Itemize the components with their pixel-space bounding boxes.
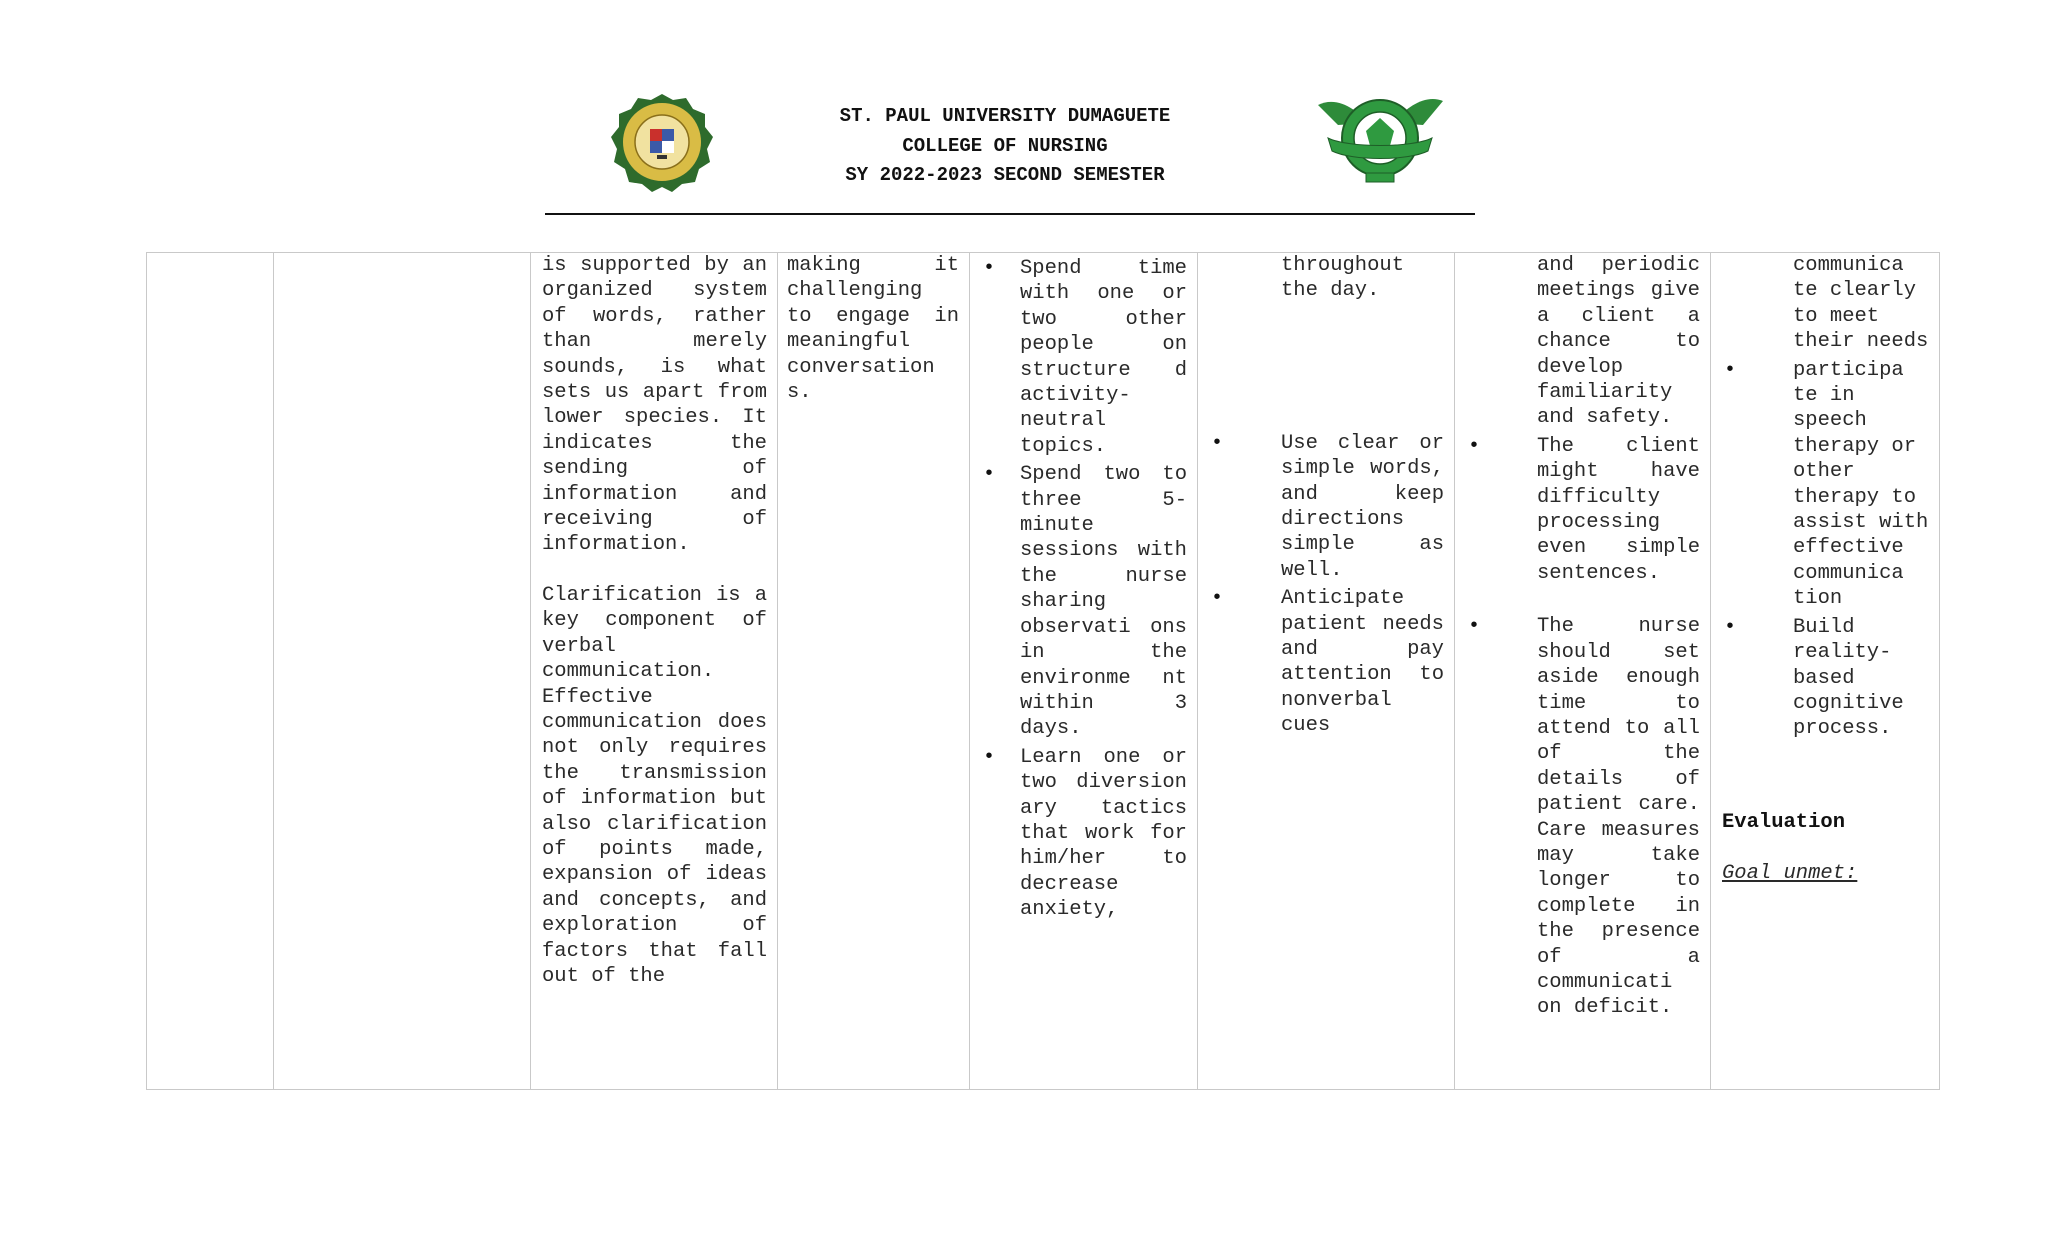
list-item: • Build reality-based cognitive process. xyxy=(1711,615,1929,742)
interventions-list xyxy=(1198,431,1444,739)
evaluation-top-text: communica te clearly to meet their needs xyxy=(1793,254,1929,354)
empty-cell-1 xyxy=(147,253,274,1090)
college-name: COLLEGE OF NURSING xyxy=(902,134,1108,157)
evaluation-cell xyxy=(1711,253,1940,1090)
table-row xyxy=(147,253,1940,1090)
list-item: • Use clear or simple words, and keep directions simple as well. xyxy=(1198,431,1444,583)
analysis-cell xyxy=(778,253,970,1090)
nursing-care-plan-table xyxy=(146,252,1940,1090)
list-item: • Learn one or two diversion ary tactics that work for him/her to decrease anxiety, xyxy=(970,745,1187,923)
analysis-text: making it challenging to engage in meaningful conversation s. xyxy=(787,254,959,405)
header-title-block xyxy=(785,102,1225,191)
list-item: • The client might have difficulty processing even simple sentences. xyxy=(1455,434,1700,586)
school-year: SY 2022-2023 SECOND SEMESTER xyxy=(845,164,1165,186)
list-item: • Anticipate patient needs and pay attention to nonverbal cues xyxy=(1198,586,1444,738)
goals-cell xyxy=(970,253,1198,1090)
university-seal-icon xyxy=(607,92,717,192)
rationale-paragraph-2: Clarification is a key component of verbal communication. Effective communication does not only requires the transmission of information but also clarification of points made, expansion of ideas and concepts, and exploration of factors that fall out of the xyxy=(542,583,767,988)
interventions-top-text: throughout the day. xyxy=(1281,254,1405,303)
header-divider xyxy=(545,213,1475,215)
rationale-2-list xyxy=(1455,434,1700,1021)
list-item: • participa te in speech therapy or other therapy to assist with effective communica tion xyxy=(1711,358,1929,612)
rationale-2-cell xyxy=(1455,253,1711,1090)
rationale-paragraph-1: is supported by an organized system of words, rather than merely sounds, is what sets us apart from lower species. It indicates the sending of information and receiving of information. xyxy=(542,254,767,557)
list-item: • The nurse should set aside enough time to attend to all of the details of patient care. Care measures may take longer to complete in the presence of a communicati on deficit. xyxy=(1455,614,1700,1021)
goals-list xyxy=(970,256,1187,923)
list-item: • Spend two to three 5-minute sessions with the nurse sharing observati ons in the environme nt within 3 days. xyxy=(970,462,1187,741)
evaluation-list xyxy=(1711,358,1929,742)
university-name: ST. PAUL UNIVERSITY DUMAGUETE xyxy=(839,105,1171,127)
evaluation-heading: Evaluation xyxy=(1722,810,1846,834)
college-of-nursing-seal-icon xyxy=(1308,93,1453,188)
list-item: • Spend time with one or two other people on structure d activity-neutral topics. xyxy=(970,256,1187,459)
document-header xyxy=(545,88,1475,218)
rationale-cell xyxy=(531,253,778,1090)
rationale-2-top-text: and periodic meetings give a client a chance to develop familiarity and safety. xyxy=(1537,254,1700,430)
empty-cell-2 xyxy=(274,253,531,1090)
goal-status: Goal unmet: xyxy=(1722,862,1858,886)
interventions-cell xyxy=(1198,253,1455,1090)
